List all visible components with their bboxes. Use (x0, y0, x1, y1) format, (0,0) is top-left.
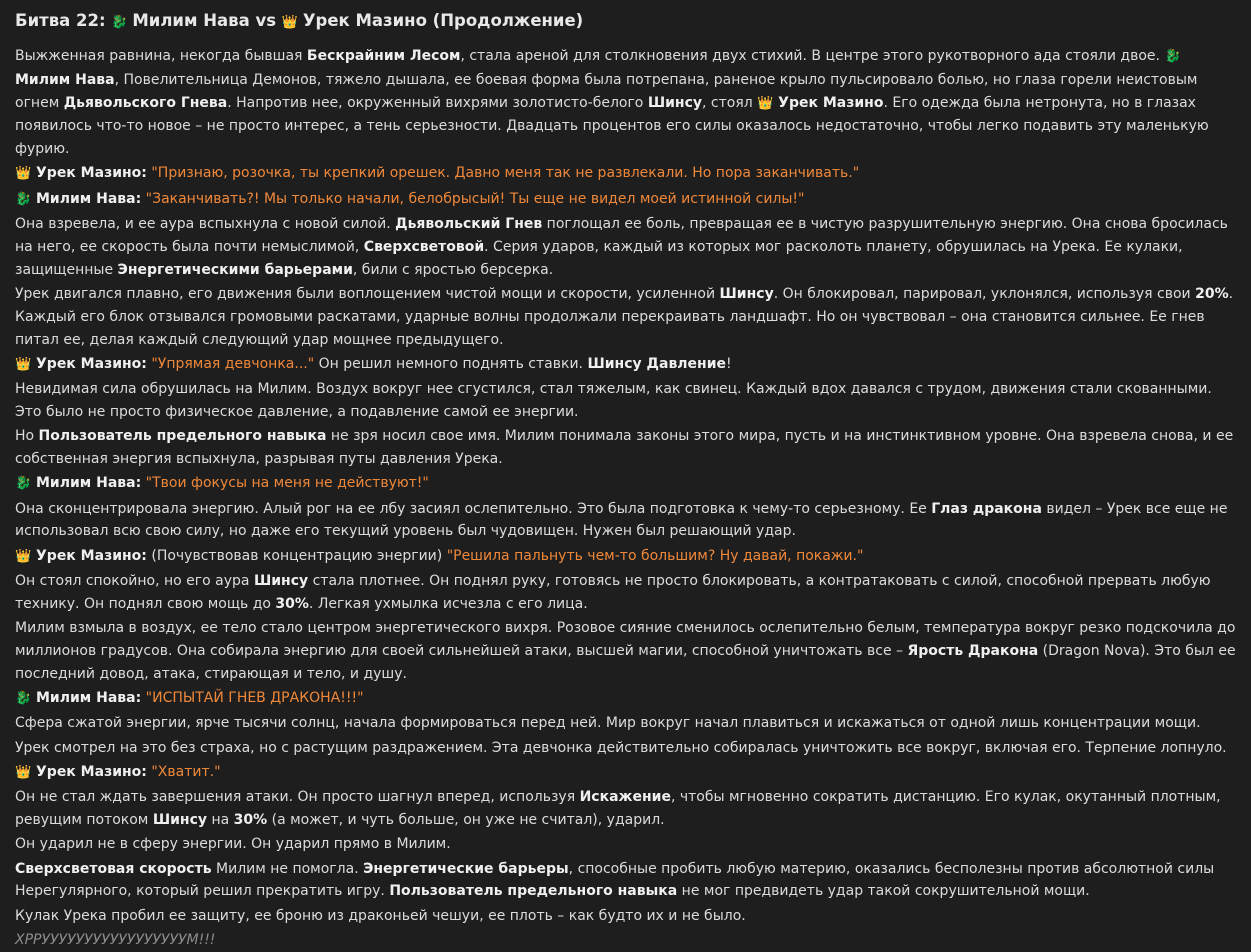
crown-icon: 👑 (281, 15, 298, 30)
dragon-icon: 🐉 (15, 191, 32, 207)
crown-icon: 👑 (757, 95, 774, 111)
page-title: Битва 22: 🐉 Милим Нава vs 👑 Урек Мазино (Продолжение) (15, 8, 1237, 36)
dialogue-line: 👑 Урек Мазино: "Упрямая девчонка..." Он решил немного поднять ставки. Шинсу Давление! (15, 353, 1237, 377)
crown-icon: 👑 (15, 764, 32, 780)
dialogue-line: 🐉 Милим Нава: "Заканчивать?! Мы только начали, белобрысый! Ты еще не видел моей истинной силы!" (15, 188, 1237, 212)
paragraph: Она взревела, и ее аура вспыхнула с новой силой. Дьявольский Гнев поглощал ее боль, превращая ее в чистую разрушительную энергию. Она снова бросилась на него, ее скорость была почти немыслимой, Сверхсветовой. Серия ударов, каждый из которых мог расколоть планету, обрушилась на Урека. Ее кулаки, защищенные Энергетическими барьерами, били с яростью берсерка. (15, 216, 1228, 278)
crown-icon: 👑 (15, 356, 32, 372)
dialogue-line: 🐉 Милим Нава: "ИСПЫТАЙ ГНЕВ ДРАКОНА!!!" (15, 687, 1237, 711)
paragraph: Но Пользователь предельного навыка не зря носил свое имя. Милим понимала законы этого мира, пусть и на инстинктивном уровне. Она взревела снова, и ее собственная энергия вспыхнула, разрывая путы давления Урека. (15, 428, 1234, 468)
paragraph: Она сконцентрировала энергию. Алый рог на ее лбу засиял ослепительно. Это была подготовка к чему-то серьезному. Ее Глаз дракона видел – Урек все еще не использовал всю свою силу, но даже его текущий уровень был чудовищен. Нужен был решающий удар. (15, 500, 1228, 540)
dragon-icon: 🐉 (15, 691, 32, 707)
closing-sound-effect: ХРРУУУУУУУУУУУУУУУУУМ!!! (15, 931, 216, 948)
paragraph: Он не стал ждать завершения атаки. Он просто шагнул вперед, используя Искажение, чтобы мгновенно сократить дистанцию. Его кулак, окутанный плотным, ревущим потоком Шинсу на 30% (а может, и чуть больше, он уже не считал), ударил. (15, 789, 1221, 828)
paragraph: Сверхсветовая скорость Милим не помогла. Энергетические барьеры, способные пробить любую материю, оказались бесполезны против абсолютной силы Нерегулярного, который решил прекратить игру. Пользователь предельного навыка не мог предвидеть удар такой сокрушительной мощи. (15, 860, 1215, 900)
crown-icon: 👑 (15, 166, 32, 182)
paragraph: Он ударил не в сферу энергии. Он ударил прямо в Милим. (15, 836, 451, 853)
dragon-icon: 🐉 (15, 476, 32, 492)
paragraph: Выжженная равнина, некогда бывшая Бескрайним Лесом, стала ареной для столкновения двух стихий. В центре этого рукотворного ада стояли двое. 🐉Милим Нава, Повелительница Демонов, тяжело дышала, ее боевая форма была потрепана, раненое крыло пульсировало болью, но глаза горели неистовым огнем Дьявольского Гнева. Напротив нее, окруженный вихрями золотисто-белого Шинсу, стоял 👑 Урек Мазино. Его одежда была нетронута, но в глазах появилось что-то новое – не просто интерес, а тень серьезности. Двадцать процентов его силы оказалось недостаточно, чтобы легко подавить эту маленькую фурию. (15, 48, 1209, 158)
paragraph: Милим взмыла в воздух, ее тело стало центром энергетического вихря. Розовое сияние сменилось ослепительно белым, температура вокруг резко подскочила до миллионов градусов. Она собирала энергию для своей сильнейшей атаки, высшей магии, способной уничтожать все – Ярость Дракона (Dragon Nova). Это был ее последний довод, атака, стирающая и тело, и душу. (15, 620, 1236, 682)
dragon-icon: 🐉 (111, 15, 128, 30)
dialogue-line: 👑 Урек Мазино: "Хватит." (15, 761, 1237, 785)
paragraph: Невидимая сила обрушилась на Милим. Воздух вокруг нее сгустился, стал тяжелым, как свинец. Каждый вдох давался с трудом, движения стали скованными. Это было не просто физическое давление, а подавление самой ее энергии. (15, 381, 1212, 420)
paragraph: Он стоял спокойно, но его аура Шинсу стала плотнее. Он поднял руку, готовясь не просто блокировать, а контратаковать с силой, способной прервать любую технику. Он поднял свою мощь до 30%. Легкая ухмылка исчезла с его лица. (15, 573, 1211, 612)
dragon-icon: 🐉 (1164, 49, 1181, 64)
dialogue-line: 👑 Урек Мазино: "Признаю, розочка, ты крепкий орешек. Давно меня так не развлекали. Но пора заканчивать." (15, 162, 1237, 186)
paragraph: Урек двигался плавно, его движения были воплощением чистой мощи и скорости, усиленной Шинсу. Он блокировал, парировал, уклонялся, используя свои 20%. Каждый его блок отзывался громовыми раскатами, ударные волны продолжали перекраивать ландшафт. Но он чувствовал – она становится сильнее. Ее гнев питал ее, делая каждый следующий удар мощнее предыдущего. (15, 285, 1234, 348)
dialogue-line: 🐉 Милим Нава: "Твои фокусы на меня не действуют!" (15, 472, 1237, 496)
dialogue-line: 👑 Урек Мазино: (Почувствовав концентрацию энергии) "Решила пальнуть чем-то большим? Ну давай, покажи." (15, 545, 1237, 569)
paragraph: Урек смотрел на это без страха, но с растущим раздражением. Эта девчонка действительно собиралась уничтожить все вокруг, включая его. Терпение лопнуло. (15, 739, 1227, 756)
paragraph: Кулак Урека пробил ее защиту, ее броню из драконьей чешуи, ее плоть – как будто их и не было. (15, 907, 746, 924)
crown-icon: 👑 (15, 548, 32, 564)
paragraph: Сфера сжатой энергии, ярче тысячи солнц, начала формироваться перед ней. Мир вокруг начал плавиться и искажаться от одной лишь концентрации мощи. (15, 715, 1201, 732)
